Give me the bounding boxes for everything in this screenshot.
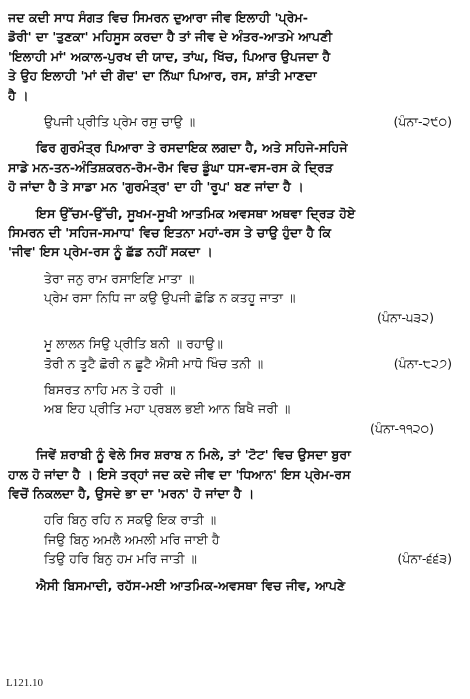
page-code: L121.10	[6, 677, 43, 689]
paragraph-line: ਵਿਚੋਂ ਨਿਕਲਦਾ ਹੈ, ਉਸਦੇ ਭਾ ਦਾ 'ਮਰਨ' ਹੋ ਜਾਂਦਾ ਹੈ ।	[8, 485, 255, 501]
verse-block-2	[8, 269, 456, 327]
paragraph-line: ਸਿਮਰਨ ਦੀ 'ਸਹਿਜ-ਸਮਾਧ' ਵਿਚ ਇਤਨਾ ਮਹਾਂ-ਰਸ ਤੇ ਚਾਉ ਹੁੰਦਾ ਹੈ ਕਿ	[8, 225, 332, 241]
paragraph-4	[8, 445, 456, 503]
verse-line: ਅਬ ਇਹ ਪ੍ਰੀਤਿ ਮਹਾ ਪ੍ਰਬਲ ਭਈ ਆਨ ਬਿਖੈ ਜਰੀ ॥	[44, 401, 291, 417]
paragraph-1	[8, 8, 456, 105]
paragraph-line: ਇਸ ਉੱਚਮ-ਉੱਚੀ, ਸੂਖਮ-ਸੂਖੀ ਆਤਮਿਕ ਅਵਸਥਾ ਅਥਵਾ ਦ੍ਰਿੜ ਹੋਏ	[36, 205, 356, 221]
verse-line: ਪ੍ਰੇਮ ਰਸਾ ਨਿਧਿ ਜਾ ਕਉ ਉਪਜੀ ਛੋਡਿ ਨ ਕਤਹੂ ਜਾਤਾ ॥	[44, 290, 296, 306]
paragraph-line: 'ਇਲਾਹੀ ਮਾਂ' ਅਕਾਲ-ਪੁਰਖ ਦੀ ਯਾਦ, ਤਾਂਘ, ਖਿੱਚ, ਪਿਆਰ ਉਪਜਦਾ ਹੈ	[8, 48, 331, 64]
verse-line: ਬਿਸਰਤ ਨਾਹਿ ਮਨ ਤੇ ਹਰੀ ॥	[44, 381, 176, 397]
paragraph-3	[8, 204, 456, 262]
verse-row	[8, 112, 456, 131]
paragraph-line: ਫਿਰ ਗੁਰਮੰਤ੍ਰ ਪਿਆਰਾ ਤੇ ਰਸਦਾਇਕ ਲਗਦਾ ਹੈ, ਅਤੇ ਸਹਿਜੇ-ਸਹਿਜੇ	[36, 140, 348, 156]
verse-line: ਤਿਉ ਹਰਿ ਬਿਨੁ ਹਮ ਮਰਿ ਜਾਤੀ ॥	[44, 551, 197, 567]
page-reference: (ਪੰਨਾ-੬੬੩)	[397, 551, 452, 567]
verse-line: ਹਰਿ ਬਿਨੁ ਰਹਿ ਨ ਸਕਉ ਇਕ ਰਾਤੀ ॥	[44, 512, 217, 528]
paragraph-line: ਡੋਰੀ' ਦਾ 'ਤੁਣਕਾ' ਮਹਿਸੂਸ ਕਰਦਾ ਹੈ ਤਾਂ ਜੀਵ ਦੇ ਅੰਤਰ-ਆਤਮੇ ਆਪਣੀ	[8, 29, 333, 45]
verse-line: ਤੋਰੀ ਨ ਤੂਟੈ ਛੋਰੀ ਨ ਛੂਟੈ ਐਸੀ ਮਾਧੋ ਖਿੰਚ ਤਨੀ ॥	[44, 355, 264, 371]
verse-block-1	[8, 112, 456, 131]
verse-block-5	[8, 510, 456, 568]
paragraph-2	[8, 138, 456, 196]
paragraph-line: ਹਾਲ ਹੋ ਜਾਂਦਾ ਹੈ । ਇਸੇ ਤਰ੍ਹਾਂ ਜਦ ਕਦੇ ਜੀਵ ਦਾ 'ਧਿਆਨ' ਇਸ ਪ੍ਰੇਮ-ਰਸ	[8, 466, 351, 482]
page-reference: (ਪੰਨਾ-੧੧੨੦)	[370, 420, 434, 436]
verse-line: ਉਪਜੀ ਪ੍ਰੀਤਿ ਪ੍ਰੇਮ ਰਸੁ ਚਾਉ ॥	[44, 114, 196, 130]
verse-row	[8, 549, 456, 568]
verse-row	[8, 354, 456, 373]
paragraph-line: ਜਦ ਕਦੀ ਸਾਧ ਸੰਗਤ ਵਿਚ ਸਿਮਰਨ ਦੁਆਰਾ ਜੀਵ ਇਲਾਹੀ 'ਪ੍ਰੇਮ-	[8, 10, 308, 25]
verse-block-4	[8, 380, 456, 438]
verse-line: ਜਿਉ ਬਿਨੁ ਅਮਲੈ ਅਮਲੀ ਮਰਿ ਜਾਈ ਹੈ	[44, 531, 220, 547]
paragraph-5	[8, 576, 456, 595]
paragraph-line: 'ਜੀਵ' ਇਸ ਪ੍ਰੇਮ-ਰਸ ਨੂੰ ਛੱਡ ਨਹੀਂ ਸਕਦਾ ।	[8, 244, 213, 260]
page-reference: (ਪੰਨਾ-੫੩੨)	[376, 309, 434, 325]
page-reference: (ਪੰਨਾ-੨੯੦)	[393, 114, 452, 130]
paragraph-line: ਸਾਡੇ ਮਨ-ਤਨ-ਅੰਤਿਸ਼ਕਰਨ-ਰੋਮ-ਰੋਮ ਵਿਚ ਡੂੰਘਾ ਧਸ-ਵਸ-ਰਸ ਕੇ ਦ੍ਰਿੜ	[8, 159, 334, 175]
paragraph-line: ਹੈ ।	[8, 87, 29, 103]
verse-line: ਮੂ ਲਾਲਨ ਸਿਉ ਪ੍ਰੀਤਿ ਬਨੀ ॥ ਰਹਾਉ॥	[44, 336, 223, 352]
paragraph-line: ਐਸੀ ਬਿਸਮਾਦੀ, ਰਹੱਸ-ਮਈ ਆਤਮਿਕ-ਅਵਸਥਾ ਵਿਚ ਜੀਵ, ਆਪਣੇ	[36, 577, 346, 593]
verse-line: ਤੇਰਾ ਜਨੁ ਰਾਮ ਰਸਾਇਣਿ ਮਾਤਾ ॥	[44, 270, 195, 286]
paragraph-line: ਤੇ ਉਹ ਇਲਾਹੀ 'ਮਾਂ ਦੀ ਗੋਦ' ਦਾ ਨਿੱਘਾ ਪਿਆਰ, ਰਸ, ਸ਼ਾਂਤੀ ਮਾਣਦਾ	[8, 68, 317, 84]
paragraph-line: ਹੋ ਜਾਂਦਾ ਹੈ ਤੇ ਸਾਡਾ ਮਨ 'ਗੁਰਮੰਤ੍ਰ' ਦਾ ਹੀ 'ਰੂਪ' ਬਣ ਜਾਂਦਾ ਹੈ ।	[8, 179, 304, 195]
paragraph-line: ਜਿਵੇਂ ਸ਼ਰਾਬੀ ਨੂੰ ਵੇਲੇ ਸਿਰ ਸ਼ਰਾਬ ਨ ਮਿਲੇ, ਤਾਂ 'ਟੋਟ' ਵਿਚ ਉਸਦਾ ਬੁਰਾ	[36, 447, 351, 463]
verse-block-3	[8, 334, 456, 373]
page-reference: (ਪੰਨਾ-੮੨੭)	[393, 355, 452, 371]
